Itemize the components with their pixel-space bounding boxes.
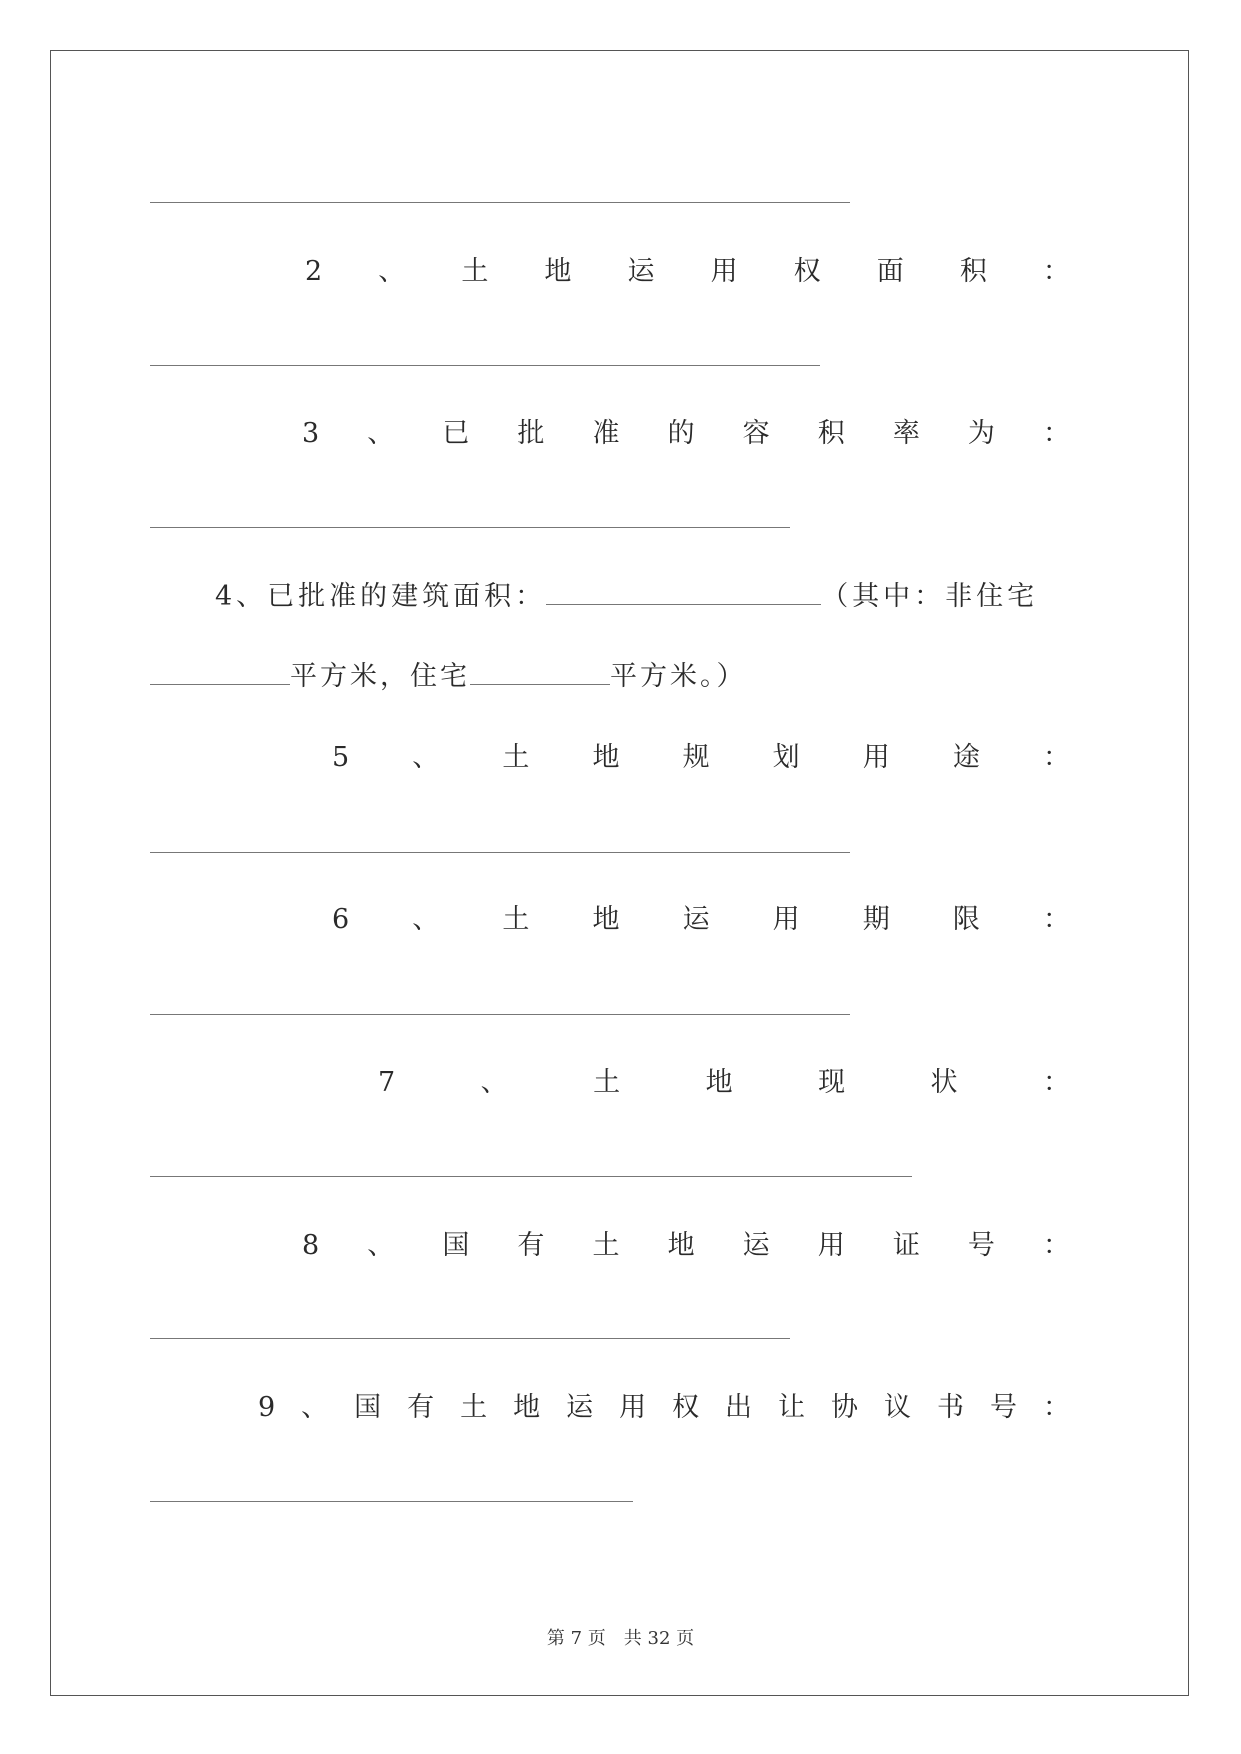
line-char: 号: [967, 1230, 995, 1261]
line-char: 用: [710, 256, 738, 287]
item-3-line: [302, 414, 1070, 454]
line-char: 书: [936, 1392, 964, 1423]
line-char: 状: [930, 1067, 958, 1098]
line-char: 地: [705, 1067, 733, 1098]
line-char: ：: [1042, 256, 1070, 287]
line-char: 运: [742, 1230, 770, 1261]
line-char: 号: [989, 1392, 1017, 1423]
blank-line-9: [150, 1501, 633, 1502]
line-char: 途: [952, 742, 980, 773]
item-4-unit2: 平方米。）: [610, 661, 747, 692]
line-char: 容: [742, 418, 770, 449]
line-char: 批: [517, 418, 545, 449]
line-char: ：: [1043, 1067, 1070, 1098]
line-char: 地: [592, 742, 620, 773]
page-border: [50, 50, 1189, 1696]
line-char: 率: [892, 418, 920, 449]
line-char: 6: [332, 904, 350, 935]
line-char: 积: [817, 418, 845, 449]
line-char: 划: [772, 742, 800, 773]
line-char: 规: [682, 742, 710, 773]
blank-line-7: [150, 1176, 912, 1177]
line-char: 让: [778, 1392, 806, 1423]
line-char: 2: [305, 256, 323, 287]
line-char: 运: [682, 904, 710, 935]
item-8-line: [302, 1226, 1070, 1266]
line-char: 土: [593, 1067, 621, 1098]
line-char: ：: [1042, 418, 1070, 449]
line-char: 协: [831, 1392, 859, 1423]
line-char: 面: [876, 256, 904, 287]
line-char: 、: [378, 256, 406, 287]
line-char: 土: [502, 742, 530, 773]
line-char: 已: [442, 418, 470, 449]
blank-line: [150, 202, 850, 203]
blank-line-3: [150, 527, 790, 528]
line-char: 用: [619, 1392, 647, 1423]
item-7-line: [378, 1063, 1070, 1103]
item-4-unit1: 平方米，住宅: [290, 661, 470, 692]
item-9-line: [258, 1388, 1070, 1428]
blank-total-area: [546, 582, 821, 605]
line-char: 的: [667, 418, 695, 449]
line-char: 地: [544, 256, 572, 287]
line-char: 有: [517, 1230, 545, 1261]
line-char: 、: [367, 1230, 395, 1261]
blank-line-2: [150, 365, 820, 366]
line-char: 、: [412, 904, 440, 935]
line-char: 地: [592, 904, 620, 935]
item-6-line: [332, 900, 1070, 940]
line-char: 7: [378, 1067, 396, 1098]
line-char: 、: [480, 1067, 508, 1098]
line-char: 用: [862, 742, 890, 773]
line-char: 、: [412, 742, 440, 773]
line-char: 准: [592, 418, 620, 449]
blank-non-residential: [150, 662, 290, 685]
item-4-line: [215, 577, 1038, 617]
line-char: 土: [460, 1392, 488, 1423]
line-char: 土: [592, 1230, 620, 1261]
line-char: 国: [442, 1230, 470, 1261]
line-char: 限: [952, 904, 980, 935]
line-char: 权: [793, 256, 821, 287]
blank-line-5: [150, 852, 850, 853]
page-footer: 第 7 页 共 32 页: [546, 1628, 695, 1649]
line-char: 土: [461, 256, 489, 287]
line-char: 权: [672, 1392, 700, 1423]
line-char: 、: [301, 1392, 329, 1423]
line-char: ：: [1042, 742, 1070, 773]
line-char: 用: [772, 904, 800, 935]
item-4-label: 4、已批准的建筑面积：: [215, 581, 547, 612]
line-char: 、: [367, 418, 395, 449]
line-char: 积: [959, 256, 987, 287]
line-char: 证: [892, 1230, 920, 1261]
line-char: 运: [566, 1392, 594, 1423]
blank-line-8: [150, 1338, 790, 1339]
line-char: 9: [258, 1392, 276, 1423]
line-char: ：: [1042, 1230, 1070, 1261]
item-5-line: [332, 738, 1070, 778]
line-char: 国: [354, 1392, 382, 1423]
line-char: 运: [627, 256, 655, 287]
blank-line-6: [150, 1014, 850, 1015]
line-char: 8: [302, 1230, 320, 1261]
blank-residential: [470, 662, 610, 685]
item-4-continuation: [150, 657, 747, 697]
line-char: 用: [817, 1230, 845, 1261]
item-4-paren: （其中：非住宅: [821, 581, 1039, 612]
line-char: 议: [884, 1392, 911, 1423]
line-char: 出: [725, 1392, 753, 1423]
line-char: 地: [667, 1230, 695, 1261]
line-char: 期: [862, 904, 890, 935]
item-2-line: [305, 252, 1070, 292]
line-char: 3: [302, 418, 320, 449]
line-char: 地: [513, 1392, 541, 1423]
line-char: 现: [818, 1067, 846, 1098]
line-char: 为: [967, 418, 995, 449]
line-char: ：: [1042, 904, 1070, 935]
line-char: 5: [332, 742, 350, 773]
line-char: 有: [407, 1392, 435, 1423]
line-char: 土: [502, 904, 530, 935]
line-char: ：: [1042, 1392, 1070, 1423]
